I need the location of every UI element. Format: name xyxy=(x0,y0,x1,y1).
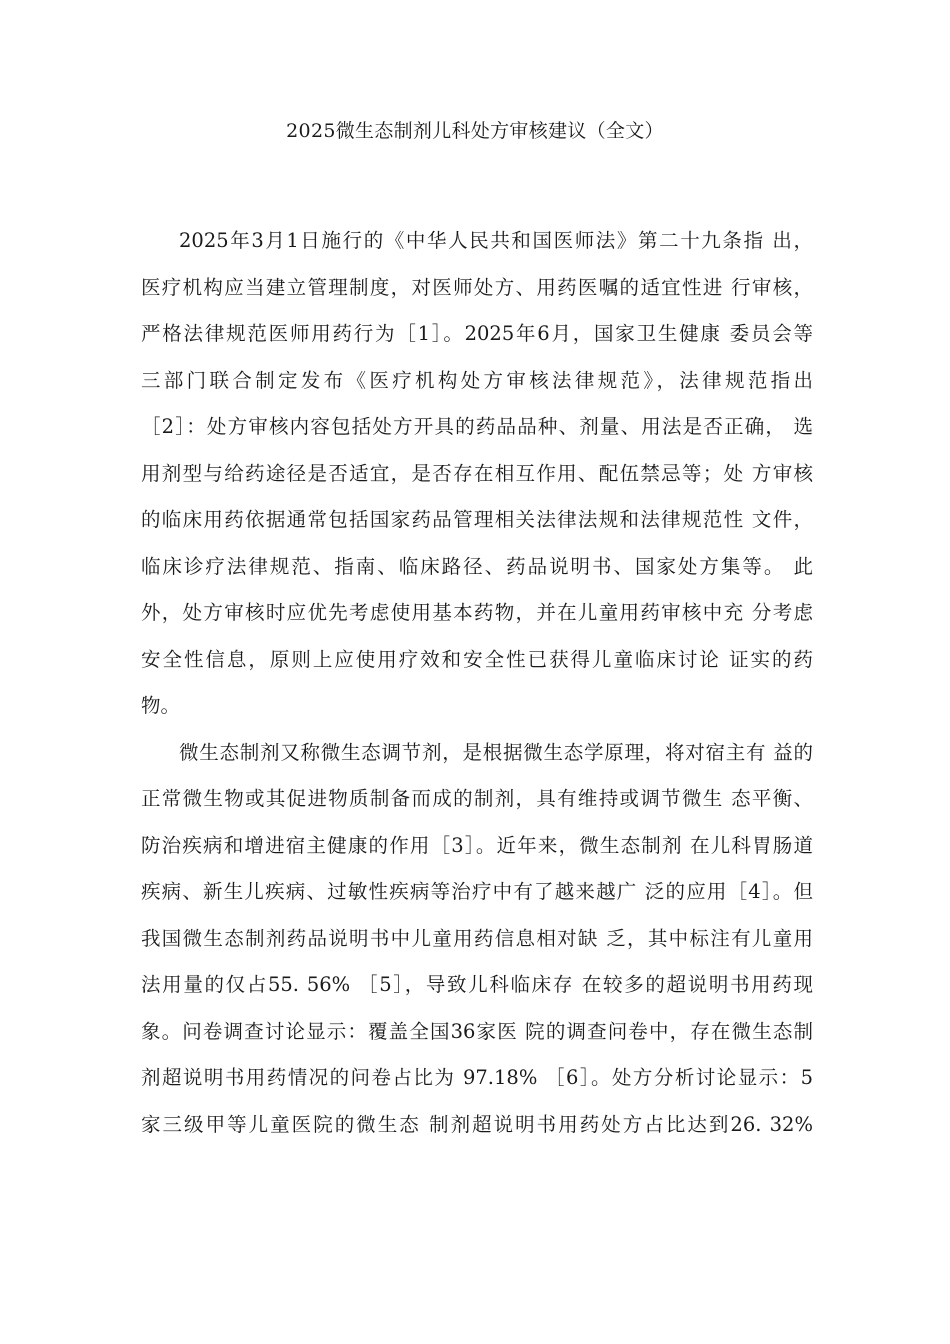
paragraph-line: 物。 xyxy=(141,694,181,717)
paragraph-line: 疾病、新生儿疾病、过敏性疾病等治疗中有了越来越广 泛的应用［4］。但 xyxy=(141,880,813,903)
paragraph-line: 临床诊疗法律规范、指南、临床路径、药品说明书、国家处方集等。 此 xyxy=(141,554,813,578)
paragraph-line: 2025年3月1日施行的《中华人民共和国医师法》第二十九条指 出， xyxy=(179,229,813,252)
paragraph-line: 的临床用药依据通常包括国家药品管理相关法律法规和法律规范性 文件， xyxy=(141,508,813,531)
paragraph-line: 三部门联合制定发布《医疗机构处方审核法律规范》，法律规范指出 xyxy=(141,368,813,392)
paragraph-line: 防治疾病和增进宿主健康的作用［3］。近年来，微生态制剂 在儿科胃肠道 xyxy=(141,833,813,857)
paragraph-1 xyxy=(141,218,813,730)
paragraph-line: 医疗机构应当建立管理制度，对医师处方、用药医嘱的适宜性进 行审核， xyxy=(141,275,813,299)
document-body xyxy=(141,218,813,1148)
document-title: 2025微生态制剂儿科处方审核建议（全文） xyxy=(286,120,664,142)
paragraph-line: 家三级甲等儿童医院的微生态 制剂超说明书用药处方占比达到26. 32% xyxy=(141,1112,813,1136)
paragraph-line: 象。问卷调查讨论显示：覆盖全国36家医 院的调查问卷中，存在微生态制 xyxy=(141,1019,813,1043)
paragraph-line: 安全性信息，原则上应使用疗效和安全性已获得儿童临床讨论 证实的药 xyxy=(141,647,813,671)
paragraph-line: 用剂型与给药途径是否适宜，是否存在相互作用、配伍禁忌等；处 方审核 xyxy=(141,461,813,485)
paragraph-line: ［2］：处方审核内容包括处方开具的药品品种、剂量、用法是否正确， 选 xyxy=(141,415,813,438)
paragraph-line: 正常微生物或其促进物质制备而成的制剂，具有维持或调节微生 态平衡、 xyxy=(141,787,813,810)
paragraph-line: 我国微生态制剂药品说明书中儿童用药信息相对缺 乏，其中标注有儿童用 xyxy=(141,926,813,950)
paragraph-line: 外，处方审核时应优先考虑使用基本药物，并在儿童用药审核中充 分考虑 xyxy=(141,601,813,624)
paragraph-line: 法用量的仅占55. 56% ［5］，导致儿科临床存 在较多的超说明书用药现 xyxy=(141,973,813,996)
paragraph-line: 剂超说明书用药情况的问卷占比为 97.18% ［6］。处方分析讨论显示：5 xyxy=(141,1066,813,1089)
paragraph-2 xyxy=(141,730,813,1149)
paragraph-line: 严格法律规范医师用药行为［1］。2025年6月，国家卫生健康 委员会等 xyxy=(141,322,813,345)
paragraph-line: 微生态制剂又称微生态调节剂，是根据微生态学原理，将对宿主有 益的 xyxy=(179,740,813,764)
